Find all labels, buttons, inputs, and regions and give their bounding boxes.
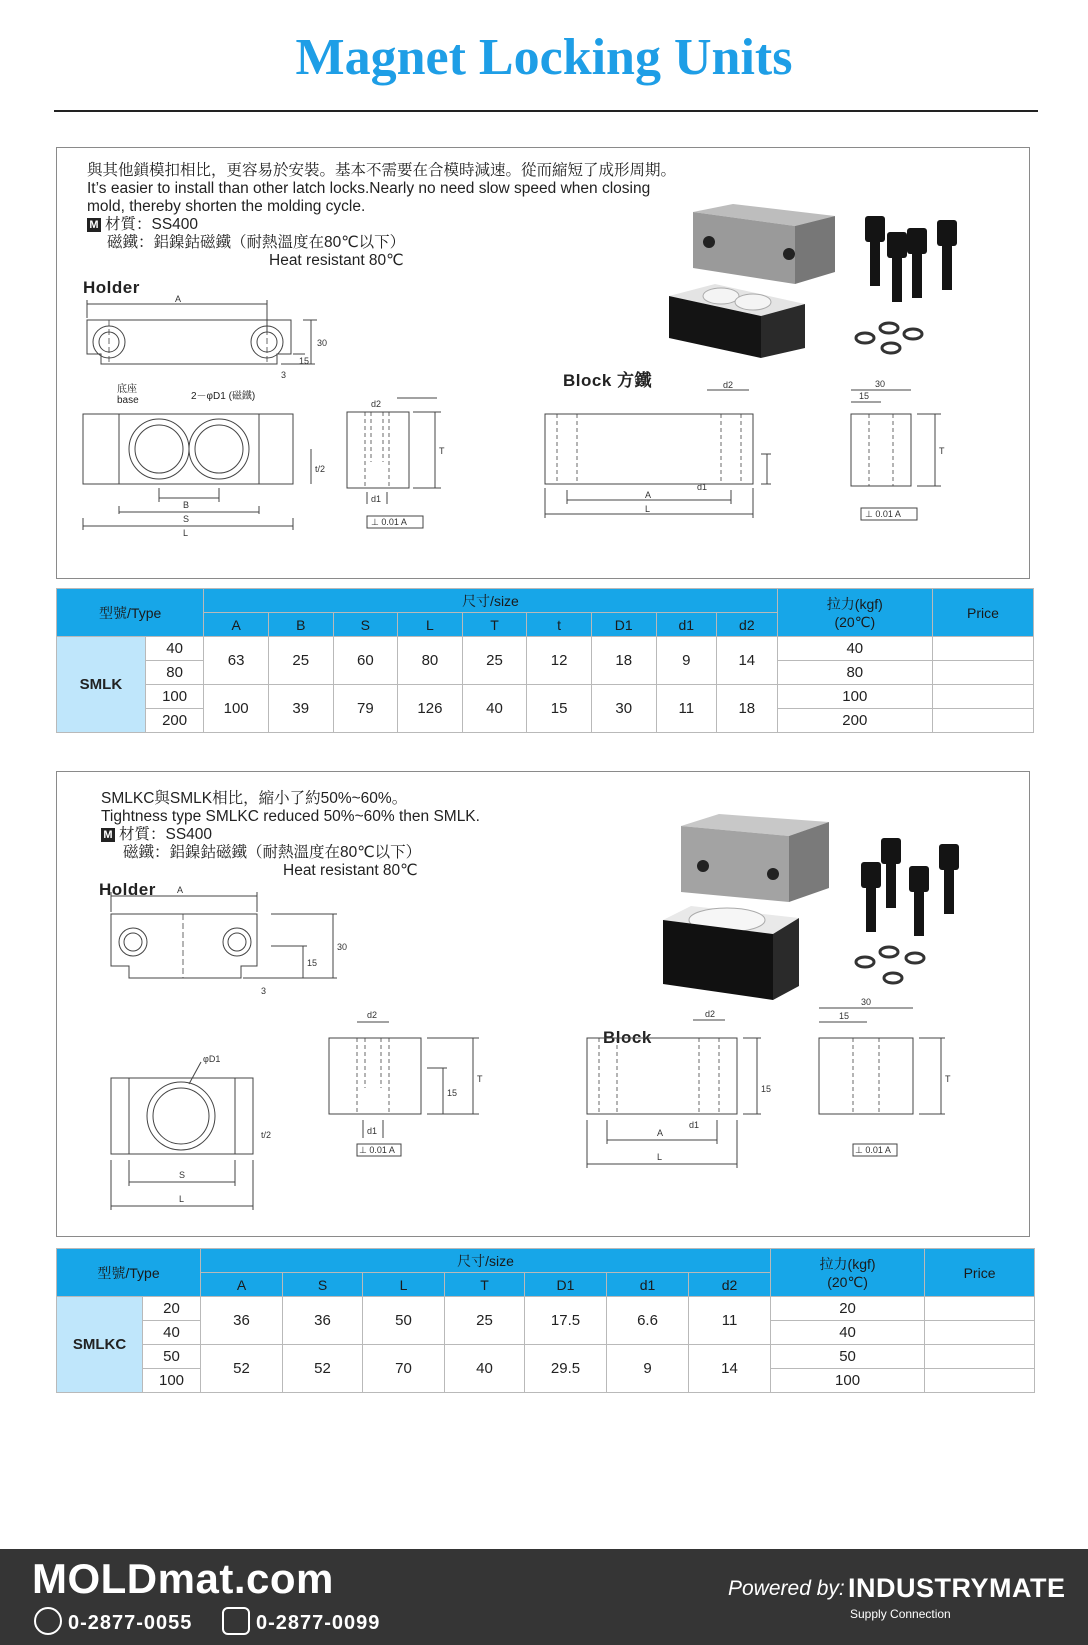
force-cell: 40 [771,1321,925,1345]
value-cell: 11 [656,685,717,733]
supply-tagline: Supply Connection [850,1607,951,1621]
value-cell: 30 [591,685,656,733]
holder-front-view [79,410,329,540]
material-text: 材質：SS400 [119,826,213,843]
svg-text:15: 15 [859,391,870,401]
col-header: D1 [591,613,656,637]
phone-number[interactable]: 0-2877-0055 [34,1607,192,1635]
value-cell: 9 [656,637,717,685]
fax-icon [222,1607,250,1635]
value-cell: 14 [689,1345,771,1393]
dim-t: T [439,446,445,456]
svg-text:⊥ 0.01 A: ⊥ 0.01 A [359,1145,395,1155]
holder-side-view [337,392,457,532]
powered-by-label: Powered by: [728,1577,845,1600]
svg-text:d2: d2 [723,380,734,390]
svg-text:d2: d2 [367,1010,378,1020]
smlk-drawing-panel [56,147,1030,579]
price-cell [933,709,1034,733]
industrymate-logo[interactable]: INDUSTRYMATE [848,1573,1066,1603]
title-divider [54,110,1038,112]
value-cell: 25 [445,1297,525,1345]
force-cell: 20 [771,1297,925,1321]
smlkc-block-side-view [813,997,973,1208]
force-cell: 40 [777,637,932,661]
col-header: t [527,613,592,637]
svg-text:3: 3 [261,986,267,996]
size-cell: 40 [143,1321,201,1345]
value-cell: 17.5 [525,1297,607,1345]
force-header: 拉力(kgf) (20℃) [777,589,932,637]
col-header: d2 [689,1273,771,1297]
size-cell: 200 [145,709,204,733]
svg-text:d1: d1 [689,1120,700,1130]
svg-text:L: L [657,1152,663,1162]
svg-text:15: 15 [839,1011,850,1021]
heat-text: Heat resistant 80℃ [269,252,404,269]
dim-b: B [183,500,190,510]
value-cell: 6.6 [607,1297,689,1345]
smlkc-holder-side-view [323,1008,493,1198]
desc-zh: 與其他鎖模扣相比，更容易於安裝。基本不需要在合模時減速。從而縮短了成形周期。 [87,162,677,179]
svg-text:A: A [645,490,652,500]
value-cell: 79 [333,685,398,733]
value-cell: 39 [268,685,333,733]
size-cell: 100 [143,1369,201,1393]
svg-text:d2: d2 [705,1009,716,1019]
col-header: T [445,1273,525,1297]
value-cell: 60 [333,637,398,685]
col-header: D1 [525,1273,607,1297]
size-cell: 40 [145,637,204,661]
size-cell: 20 [143,1297,201,1321]
value-cell: 52 [201,1345,283,1393]
smlkc-block-front-view [577,1008,777,1208]
dim-30: 30 [317,338,328,348]
force-cell: 50 [771,1345,925,1369]
dim-d2: d2 [371,399,382,409]
material-badge: M [101,828,115,842]
value-cell: 50 [363,1297,445,1345]
svg-text:15: 15 [307,958,318,968]
price-cell [925,1321,1035,1345]
value-cell: 9 [607,1345,689,1393]
value-cell: 18 [591,637,656,685]
value-cell: 11 [689,1297,771,1345]
desc2-zh: SMLKC與SMLK相比，縮小了約50%~60%。 [101,790,408,807]
value-cell: 29.5 [525,1345,607,1393]
svg-text:⊥ 0.01 A: ⊥ 0.01 A [855,1145,891,1155]
svg-text:30: 30 [337,942,348,952]
col-header: A [201,1273,283,1297]
block-front-view [537,378,777,528]
value-cell: 18 [717,685,778,733]
svg-text:30: 30 [861,997,872,1007]
type-header: 型號/Type [57,1249,201,1297]
svg-text:15: 15 [761,1084,772,1094]
smlk-spec-table [56,588,1034,733]
smlkc-holder-front-view [101,1022,321,1222]
col-header: S [333,613,398,637]
force-cell: 100 [771,1369,925,1393]
dim-l: L [183,528,189,538]
svg-text:T: T [939,446,945,456]
smlk-product-photo [665,192,985,382]
value-cell: 70 [363,1345,445,1393]
value-cell: 36 [283,1297,363,1345]
d1-magnet-label: 2－φD1 (磁鐵) [191,391,256,402]
brand-logo[interactable]: MOLDmat.com [32,1555,334,1602]
model-cell: SMLK [57,637,146,733]
svg-text:A: A [657,1128,664,1138]
size-cell: 50 [143,1345,201,1369]
base-label: 底座 base [117,384,139,406]
value-cell: 40 [462,685,527,733]
value-cell: 36 [201,1297,283,1345]
svg-text:T: T [945,1074,951,1084]
page-title: Magnet Locking Units [295,29,793,86]
fax-number[interactable]: 0-2877-0099 [222,1607,380,1635]
price-cell [933,685,1034,709]
svg-text:⊥ 0.01 A: ⊥ 0.01 A [865,509,901,519]
svg-text:L: L [645,504,651,514]
value-cell: 126 [398,685,463,733]
block-label: Block [603,1028,652,1047]
price-cell [925,1345,1035,1369]
value-cell: 15 [527,685,592,733]
price-header: Price [925,1249,1035,1297]
table-row [57,1297,1035,1321]
dim-15: 15 [299,356,310,366]
type-header: 型號/Type [57,589,204,637]
col-header: d1 [656,613,717,637]
value-cell: 100 [204,685,269,733]
value-cell: 14 [717,637,778,685]
col-header: S [283,1273,363,1297]
price-header: Price [933,589,1034,637]
tolerance-mark: ⊥ 0.01 A [371,517,407,527]
dim-s: S [183,514,190,524]
dim-t2: t/2 [315,464,326,474]
block-label: Block 方鐵 [563,371,653,390]
force-header: 拉力(kgf) (20℃) [771,1249,925,1297]
footer-bar [0,1549,1088,1645]
value-cell: 52 [283,1345,363,1393]
value-cell: 63 [204,637,269,685]
price-cell [925,1369,1035,1393]
value-cell: 80 [398,637,463,685]
svg-text:t/2: t/2 [261,1130,272,1140]
force-cell: 200 [777,709,932,733]
smlkc-drawing-panel [56,771,1030,1237]
holder-top-view [77,296,347,390]
holder-label: Holder [99,880,156,899]
dim-d1: d1 [371,494,382,504]
svg-text:A: A [177,885,184,895]
table-row [57,637,1034,661]
block-side-view [847,378,967,528]
value-cell: 25 [462,637,527,685]
table-row [57,1345,1035,1369]
svg-text:d1: d1 [697,482,708,492]
force-cell: 100 [777,685,932,709]
smlkc-description [101,790,480,880]
col-header: L [363,1273,445,1297]
price-cell [933,637,1034,661]
smlkc-product-photo [653,808,983,1004]
desc-en-2: mold, thereby shorten the molding cycle. [87,198,366,215]
col-header: B [268,613,333,637]
model-cell: SMLKC [57,1297,143,1393]
value-cell: 25 [268,637,333,685]
phone-icon [34,1607,62,1635]
material-badge: M [87,218,101,232]
svg-text:30: 30 [875,379,886,389]
price-cell [925,1297,1035,1321]
smlkc-holder-top-view [97,884,347,1004]
material-text: 材質：SS400 [105,216,199,233]
col-header: L [398,613,463,637]
value-cell: 12 [527,637,592,685]
desc-en-1: It’s easier to install than other latch locks.Nearly no need slow speed when closing [87,180,651,197]
svg-text:S: S [179,1170,186,1180]
svg-text:T: T [477,1074,483,1084]
price-cell [933,661,1034,685]
value-cell: 40 [445,1345,525,1393]
dim-3: 3 [281,370,287,380]
desc2-en: Tightness type SMLKC reduced 50%~60% then SMLK. [101,808,480,825]
svg-text:L: L [179,1194,185,1204]
holder-label: Holder [83,278,140,297]
svg-text:d1: d1 [367,1126,378,1136]
col-header: d1 [607,1273,689,1297]
smlk-description [87,162,676,270]
size-cell: 100 [145,685,204,709]
col-header: A [204,613,269,637]
svg-text:15: 15 [447,1088,458,1098]
force-cell: 80 [777,661,932,685]
dim-a: A [175,294,182,304]
size-header: 尺寸/size [201,1249,771,1273]
magnet-text: 磁鐵：鋁鎳鈷磁鐵（耐熱溫度在80℃以下） [107,234,406,251]
col-header: T [462,613,527,637]
smlkc-spec-table [56,1248,1035,1393]
size-cell: 80 [145,661,204,685]
magnet-text: 磁鐵：鋁鎳鈷磁鐵（耐熱溫度在80℃以下） [123,844,422,861]
d1-label: φD1 [203,1054,221,1064]
col-header: d2 [717,613,778,637]
size-header: 尺寸/size [204,589,777,613]
table-row [57,685,1034,709]
heat-text: Heat resistant 80℃ [283,862,418,879]
